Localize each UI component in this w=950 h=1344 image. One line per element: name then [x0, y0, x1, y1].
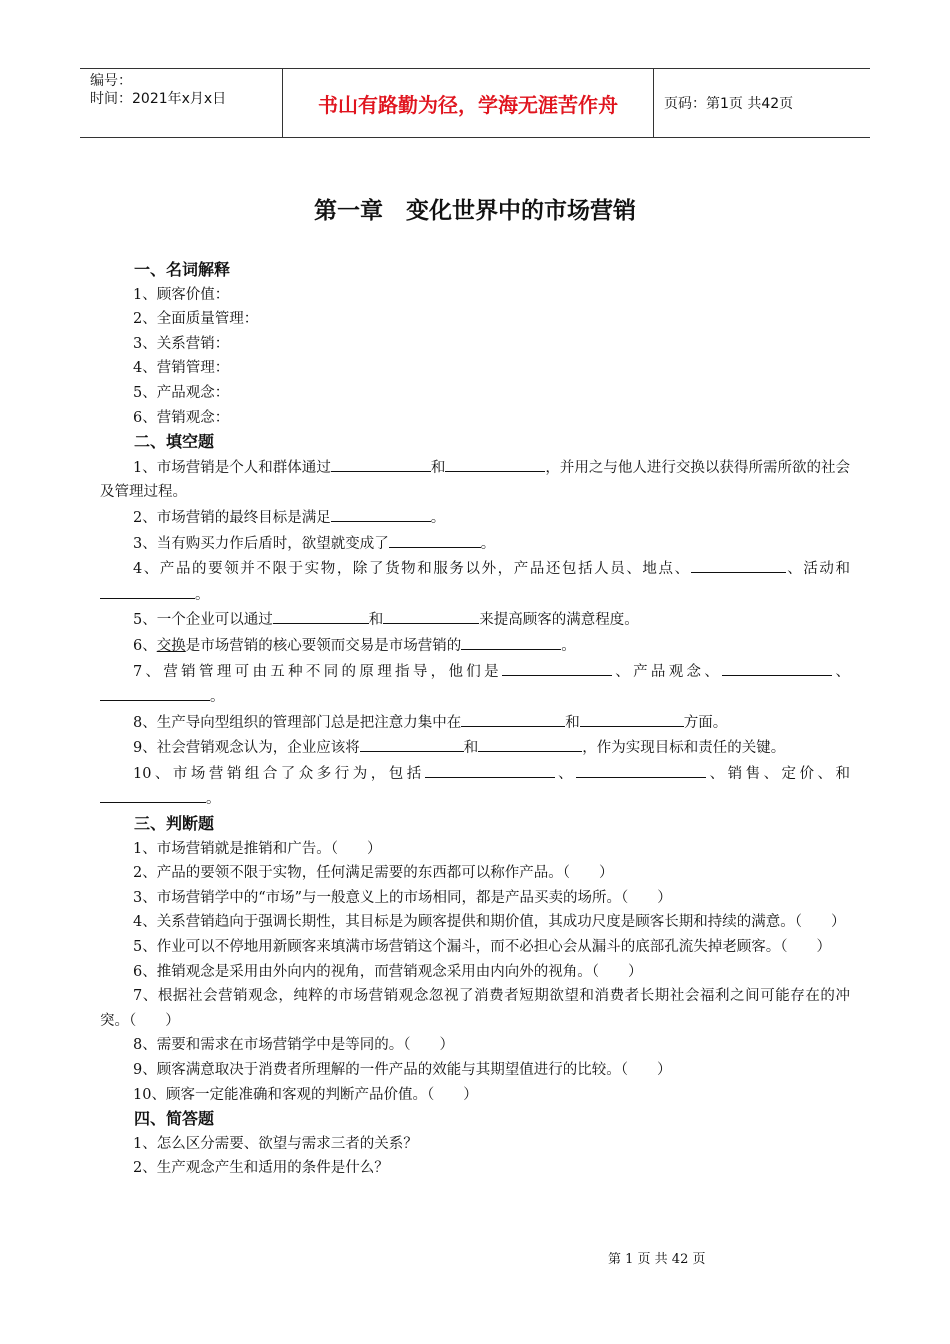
answer-blank[interactable]: [691, 556, 786, 573]
section-heading-fill-blank: 二、填空题: [134, 432, 215, 452]
question-text: 和: [565, 714, 580, 731]
question-text: 、: [554, 765, 577, 782]
question-text: 方面。: [683, 714, 728, 731]
list-item: 5、产品观念：: [133, 384, 230, 401]
answer-blank[interactable]: [445, 455, 545, 472]
question-text: 是市场营销的核心要领而交易是市场营销的: [185, 637, 462, 654]
question-text: 2、市场营销的最终目标是满足: [133, 509, 331, 526]
list-item: 4、关系营销趋向于强调长期性，其目标是为顾客提供和期价值，其成功尺度是顾客长期和持续的满意。（ ）: [133, 914, 846, 931]
answer-blank[interactable]: [461, 633, 561, 650]
answer-blank[interactable]: [331, 455, 431, 472]
list-item: 2、产品的要领不限于实物，任何满足需要的东西都可以称作产品。（ ）: [133, 865, 614, 882]
question-text: 和: [368, 612, 384, 629]
question-text: 、销售、定价、和: [706, 765, 851, 782]
question-text: ，作为实现目标和责任的关键。: [582, 740, 786, 757]
fill-question-4: [100, 556, 850, 607]
page-title: 第一章 变化世界中的市场营销: [314, 198, 636, 224]
question-text: 9、社会营销观念认为，企业应该将: [133, 740, 360, 757]
question-text: 。: [210, 689, 225, 706]
question-text: 。: [561, 637, 576, 654]
fill-question-7: [100, 659, 850, 710]
question-text: 6、: [133, 637, 157, 654]
answer-blank[interactable]: [478, 735, 582, 752]
question-text: 和: [430, 459, 446, 476]
question-text: 、活动和: [785, 561, 850, 578]
list-item: 4、营销管理：: [133, 360, 230, 377]
code-label: 编号：: [90, 73, 132, 89]
fill-question-3: [100, 531, 850, 557]
list-item: 6、营销观念：: [133, 409, 230, 426]
question-text: 、: [832, 663, 851, 680]
answer-blank[interactable]: [100, 786, 206, 803]
question-text: 。: [480, 535, 496, 552]
answer-blank[interactable]: [461, 710, 565, 727]
page-footer: 第 1 页 共 42 页: [608, 1252, 706, 1267]
document-body: [100, 258, 850, 1181]
question-text: 4、产品的要领并不限于实物，除了货物和服务以外，产品还包括人员、地点、: [133, 561, 691, 578]
question-text: 。: [195, 586, 210, 603]
question-text: 7、营销管理可由五种不同的原理指导，他们是: [133, 663, 502, 680]
answer-blank[interactable]: [383, 607, 479, 624]
answer-blank[interactable]: [580, 710, 684, 727]
list-item: 9、顾客满意取决于消费者所理解的一件产品的效能与其期望值进行的比较。（ ）: [133, 1062, 672, 1078]
answer-blank[interactable]: [425, 761, 555, 778]
list-item: 10、顾客一定能准确和客观的判断产品价值。（ ）: [133, 1086, 478, 1103]
list-item: 3、市场营销学中的“市场”与一般意义上的市场相同，都是产品买卖的场所。（ ）: [133, 889, 672, 906]
question-text: 5、一个企业可以通过: [133, 612, 273, 629]
answer-blank[interactable]: [100, 684, 210, 701]
fill-question-10: [100, 761, 850, 812]
list-item: 8、需要和需求在市场营销学中是等同的。（ ）: [133, 1037, 454, 1054]
header-meta: [80, 69, 282, 137]
section-heading-definitions: 一、名词解释: [134, 260, 231, 279]
answer-blank[interactable]: [389, 531, 481, 548]
question-text: 3、当有购买力作后盾时，欲望就变成了: [133, 535, 389, 552]
underlined-term: 交换: [156, 637, 186, 654]
answer-blank[interactable]: [100, 582, 195, 599]
question-text: 和: [463, 740, 479, 757]
list-item: 3、关系营销：: [133, 335, 230, 352]
answer-blank[interactable]: [273, 607, 369, 624]
question-text: 10、市场营销组合了众多行为，包括: [133, 765, 425, 782]
fill-question-8: [100, 710, 850, 736]
question-text: 、产品观念、: [611, 663, 723, 680]
section-heading-true-false: 三、判断题: [134, 814, 215, 834]
answer-blank[interactable]: [502, 659, 612, 676]
time-label: 时间：2021年x月x日: [90, 91, 227, 107]
page-header: [80, 68, 870, 138]
fill-question-6: [100, 633, 850, 659]
list-item: 1、顾客价值：: [133, 286, 230, 303]
question-text: 1、市场营销是个人和群体通过: [133, 459, 331, 476]
question-text: 来提高顾客的满意程度。: [479, 612, 639, 629]
fill-question-5: [100, 607, 850, 633]
header-page-info: 页码：第1页 共42页: [664, 96, 794, 112]
list-item: 1、怎么区分需要、欲望与需求三者的关系？: [133, 1135, 418, 1152]
fill-question-1: [100, 455, 850, 505]
list-item: 6、推销观念是采用由外向内的视角，而营销观念采用由内向外的视角。（ ）: [133, 963, 643, 980]
list-item: 2、全面质量管理：: [133, 311, 259, 328]
question-text: 。: [430, 509, 446, 526]
question-text: ，并用之与他人进行交换以获得所需所欲的社会及管理过程。: [100, 459, 850, 501]
list-item: 1、市场营销就是推销和广告。（ ）: [133, 840, 382, 857]
list-item: 7、根据社会营销观念，纯粹的市场营销观念忽视了消费者短期欲望和消费者长期社会福利之间可能存在的冲突。（ ）: [100, 988, 850, 1029]
answer-blank[interactable]: [722, 659, 832, 676]
answer-blank[interactable]: [331, 505, 431, 522]
question-text: 。: [206, 791, 221, 808]
fill-question-9: [100, 735, 850, 761]
fill-question-2: [100, 505, 850, 531]
section-heading-short-answer: 四、简答题: [134, 1109, 215, 1129]
header-motto: 书山有路勤为径，学海无涯苦作舟: [282, 69, 654, 137]
list-item: 5、作业可以不停地用新顾客来填满市场营销这个漏斗，而不必担心会从漏斗的底部孔流失掉老顾客。（ ）: [133, 939, 831, 956]
answer-blank[interactable]: [360, 735, 464, 752]
list-item: 2、生产观念产生和适用的条件是什么？: [133, 1160, 389, 1177]
answer-blank[interactable]: [576, 761, 706, 778]
question-text: 8、生产导向型组织的管理部门总是把注意力集中在: [133, 714, 462, 731]
